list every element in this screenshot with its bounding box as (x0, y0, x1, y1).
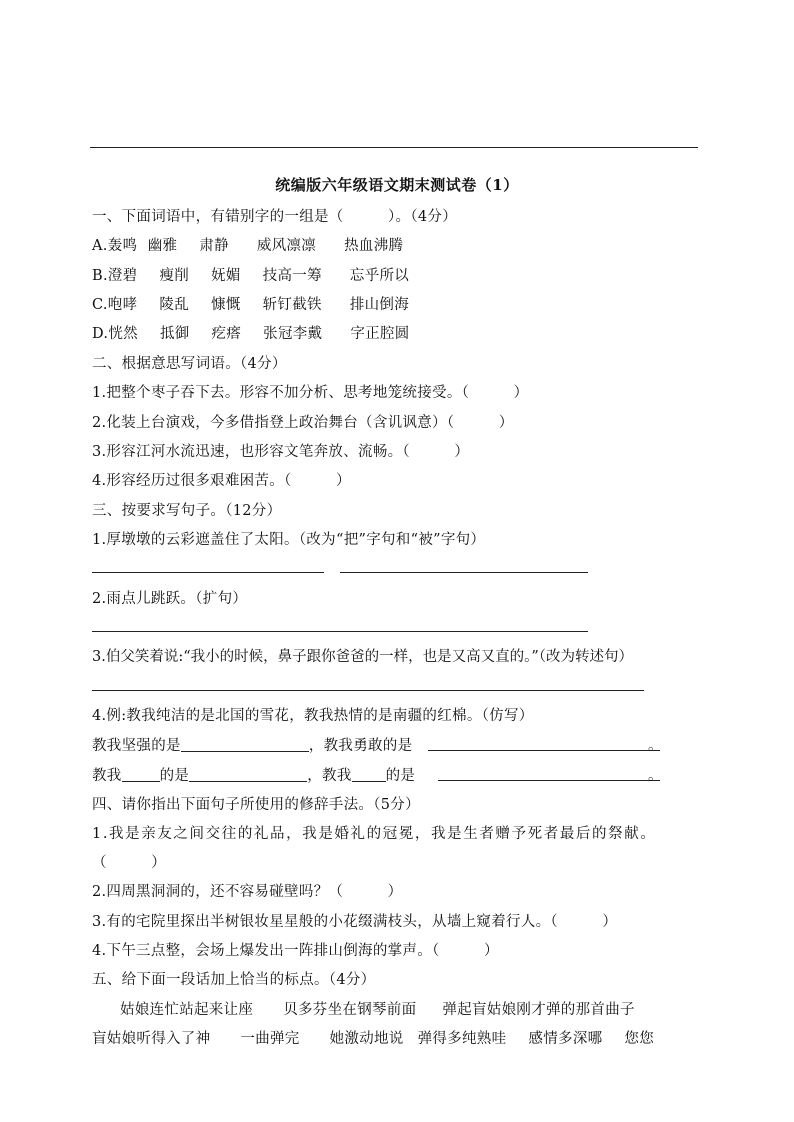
fill-blank[interactable] (189, 767, 307, 782)
q2-item-3: 3.形容江河水流迅速，也形容文笔奔放、流畅。（ ） (92, 444, 470, 460)
answer-line[interactable] (92, 690, 644, 691)
q3-item-4: 4.例:教我纯洁的是北国的雪花，教我热情的是南疆的红棉。（仿写） (92, 708, 534, 724)
q3-item-1: 1.厚墩墩的云彩遮盖住了太阳。（改为“把”字句和“被”字句） (92, 532, 486, 548)
fill-period: 。 (648, 768, 663, 784)
q3-item-2: 2.雨点儿跳跃。（扩句） (92, 591, 248, 607)
answer-line[interactable] (340, 572, 588, 573)
fill-blank[interactable] (438, 780, 660, 781)
fill-blank[interactable] (352, 767, 386, 782)
page-title: 统编版六年级语文期末测试卷（1） (275, 176, 519, 194)
q4-item-4: 4.下午三点整，会场上爆发出一阵排山倒海的掌声。（ ） (92, 943, 499, 959)
q5-heading: 五、给下面一段话加上恰当的标点。（4分） (92, 972, 376, 988)
q3-fill-row-2: 教我 的是 ，教我 的是 (92, 768, 416, 784)
q5-passage-line-1: 姑娘连忙站起来让座 贝多芬坐在钢琴前面 弹起盲姑娘刚才弹的那首曲子 (120, 1002, 635, 1018)
fill-blank[interactable] (122, 767, 160, 782)
q2-heading: 二、根据意思写词语。（4分） (92, 356, 287, 372)
q3-fill-row-1: 教我坚强的是 ，教我勇敢的是 (92, 738, 413, 754)
fill-blank[interactable] (428, 750, 660, 751)
q4-item-3: 3.有的宅院里探出半树银妆星星般的小花缀满枝头，从墙上窥着行人。（ ） (92, 914, 618, 930)
q4-item-2: 2.四周黑洞洞的，还不容易碰壁吗？（ ） (92, 884, 403, 900)
q1-option-b: B.澄碧 瘦削 妩媚 技高一筹 忘乎所以 (92, 268, 410, 284)
q1-option-d: D.恍然 抵御 疙瘩 张冠李戴 字正腔圆 (92, 326, 410, 342)
answer-line[interactable] (92, 631, 588, 632)
fill-period: 。 (648, 738, 663, 754)
answer-line[interactable] (92, 572, 324, 573)
q4-item-1: 1.我是亲友之间交往的礼品，我是婚礼的冠冕，我是生者赠予死者最后的祭献。 (92, 826, 657, 842)
q2-item-4: 4.形容经历过很多艰难困苦。（ ） (92, 473, 351, 489)
q2-item-2: 2.化装上台演戏，今多借指登上政治舞台（含讥讽意）（ ） (92, 415, 514, 431)
q1-option-a: A.轰鸣 幽雅 肃静 威风凛凛 热血沸腾 (92, 238, 404, 254)
header-rule (90, 147, 698, 148)
q2-item-1: 1.把整个枣子吞下去。形容不加分析、思考地笼统接受。（ ） (92, 385, 529, 401)
q1-heading: 一、下面词语中，有错别字的一组是（ ）。（4分） (92, 209, 458, 225)
q1-option-c: C.咆哮 陵乱 慷慨 斩钉截铁 排山倒海 (92, 297, 410, 313)
q5-passage-line-2: 盲姑娘听得入了神 一曲弹完 她激动地说 弹得多纯熟哇 感情多深哪 您您 (92, 1031, 655, 1047)
q4-heading: 四、请你指出下面句子所使用的修辞手法。（5分） (92, 797, 420, 813)
fill-blank[interactable] (181, 737, 309, 752)
q3-heading: 三、按要求写句子。（12分） (92, 503, 282, 519)
q3-item-3: 3.伯父笑着说:“我小的时候，鼻子跟你爸爸的一样，也是又高又直的。”（改为转述句） (92, 649, 634, 665)
q4-item-1-answer: （ ） (92, 855, 166, 871)
